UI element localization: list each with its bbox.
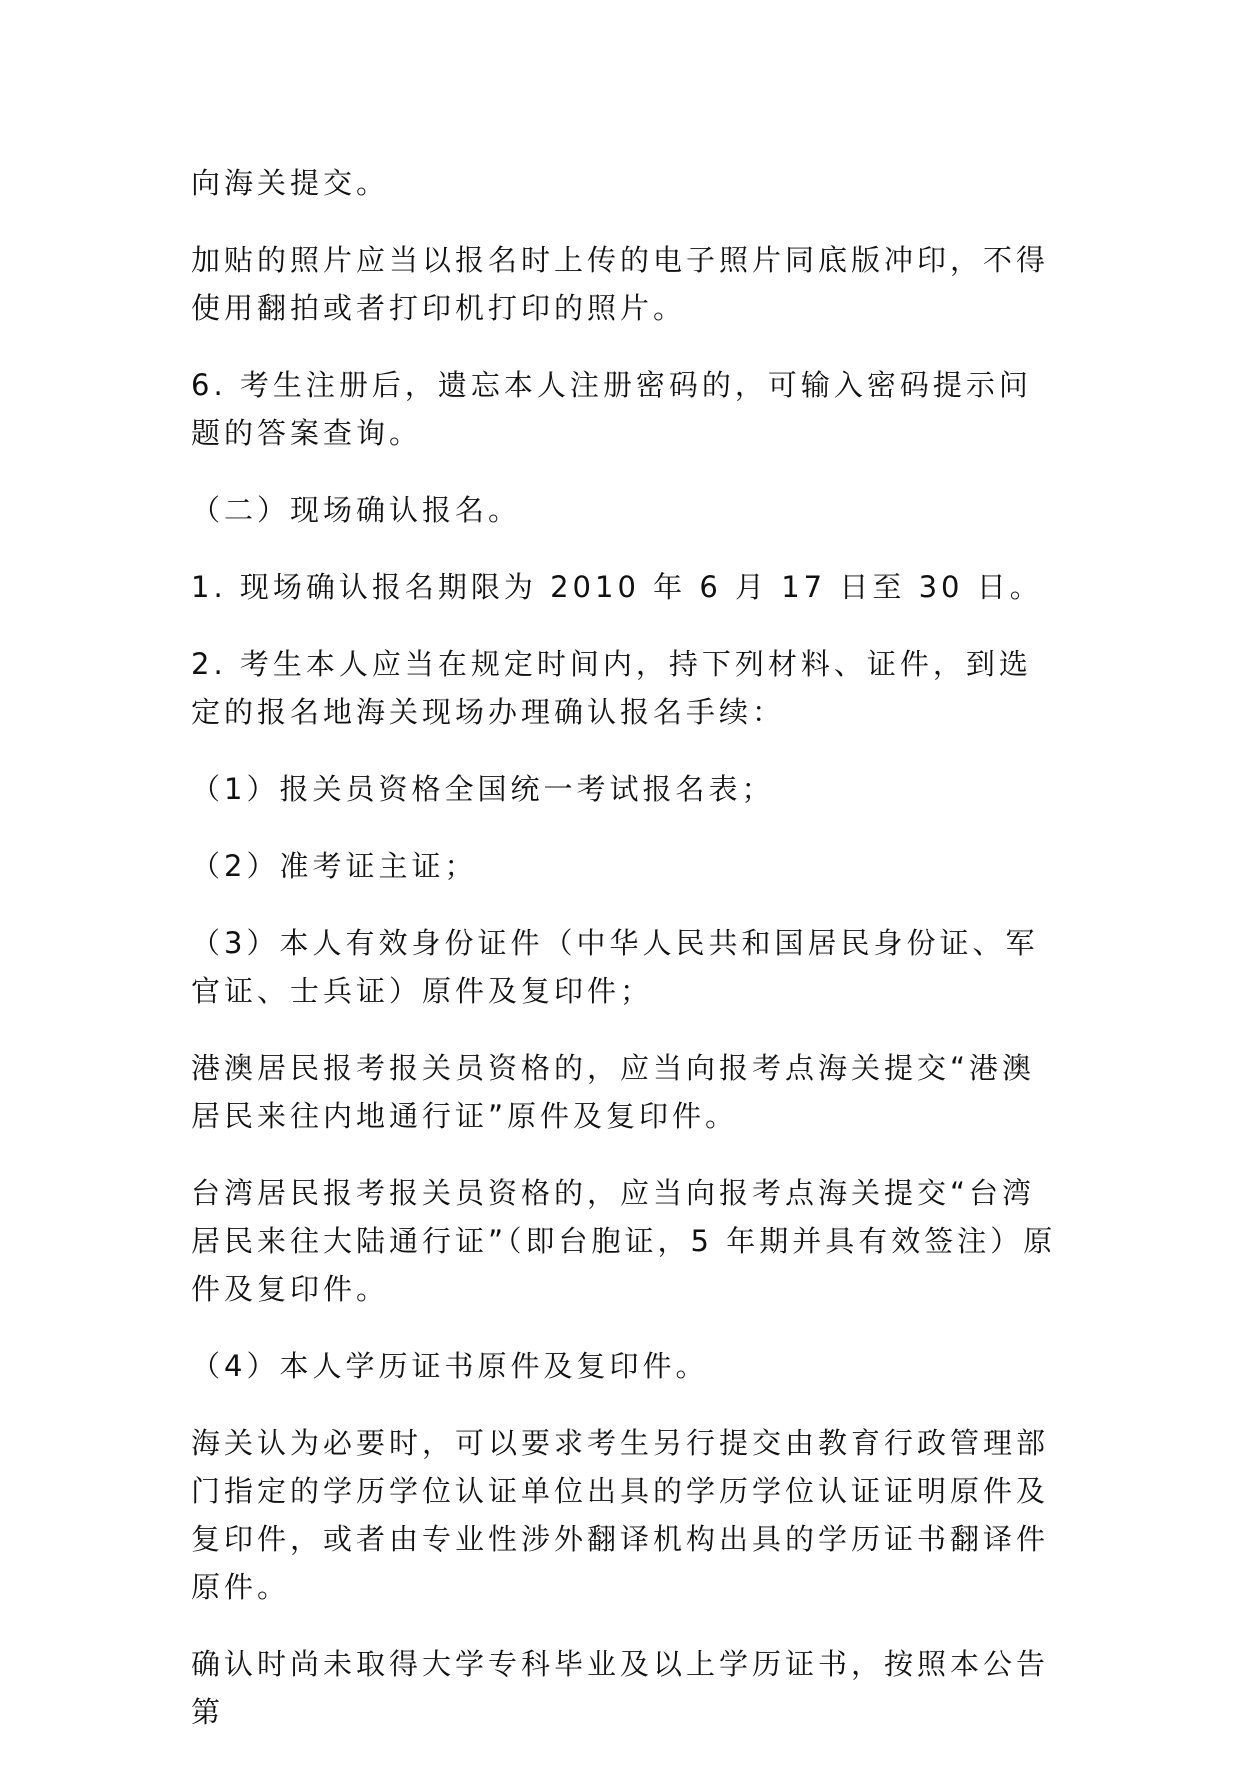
list-item-admission-ticket: （2）准考证主证； xyxy=(191,849,478,883)
section-heading-onsite-confirmation: （二）现场确认报名。 xyxy=(191,493,522,527)
paragraph-submit-to-customs: 向海关提交。 xyxy=(191,166,390,200)
paragraph-confirmation-period: 1. 现场确认报名期限为 2010 年 6 月 17 日至 30 日。 xyxy=(191,570,1043,604)
paragraph-photo-requirement: 加贴的照片应当以报名时上传的电子照片同底版冲印，不得使用翻拍或者打印机打印的照片。 xyxy=(191,243,1050,325)
paragraph-required-materials: 2. 考生本人应当在规定时间内，持下列材料、证件，到选定的报名地海关现场办理确认报名手续： xyxy=(191,647,1032,729)
paragraph-degree-verification: 海关认为必要时，可以要求考生另行提交由教育行政管理部门指定的学历学位认证单位出具的学历学位认证证明原件及复印件，或者由专业性涉外翻译机构出具的学历证书翻译件原件。 xyxy=(191,1426,1050,1604)
list-item-registration-form: （1）报关员资格全国统一考试报名表； xyxy=(191,772,775,806)
paragraph-pending-graduation: 确认时尚未取得大学专科毕业及以上学历证书，按照本公告第 xyxy=(191,1647,1050,1729)
paragraph-forgot-password: 6. 考生注册后，遗忘本人注册密码的，可输入密码提示问题的答案查询。 xyxy=(191,368,1032,450)
list-item-identity-documents: （3）本人有效身份证件（中华人民共和国居民身份证、军官证、士兵证）原件及复印件； xyxy=(191,926,1039,1008)
paragraph-taiwan-residents: 台湾居民报考报关员资格的，应当向报考点海关提交“台湾居民来往大陆通行证”（即台胞证，5 年期并具有效签注）原件及复印件。 xyxy=(191,1176,1057,1306)
list-item-education-certificate: （4）本人学历证书原件及复印件。 xyxy=(191,1349,709,1383)
paragraph-hk-macau-residents: 港澳居民报考报关员资格的，应当向报考点海关提交“港澳居民来往内地通行证”原件及复印件。 xyxy=(191,1051,1036,1133)
document-body xyxy=(191,159,1061,1765)
